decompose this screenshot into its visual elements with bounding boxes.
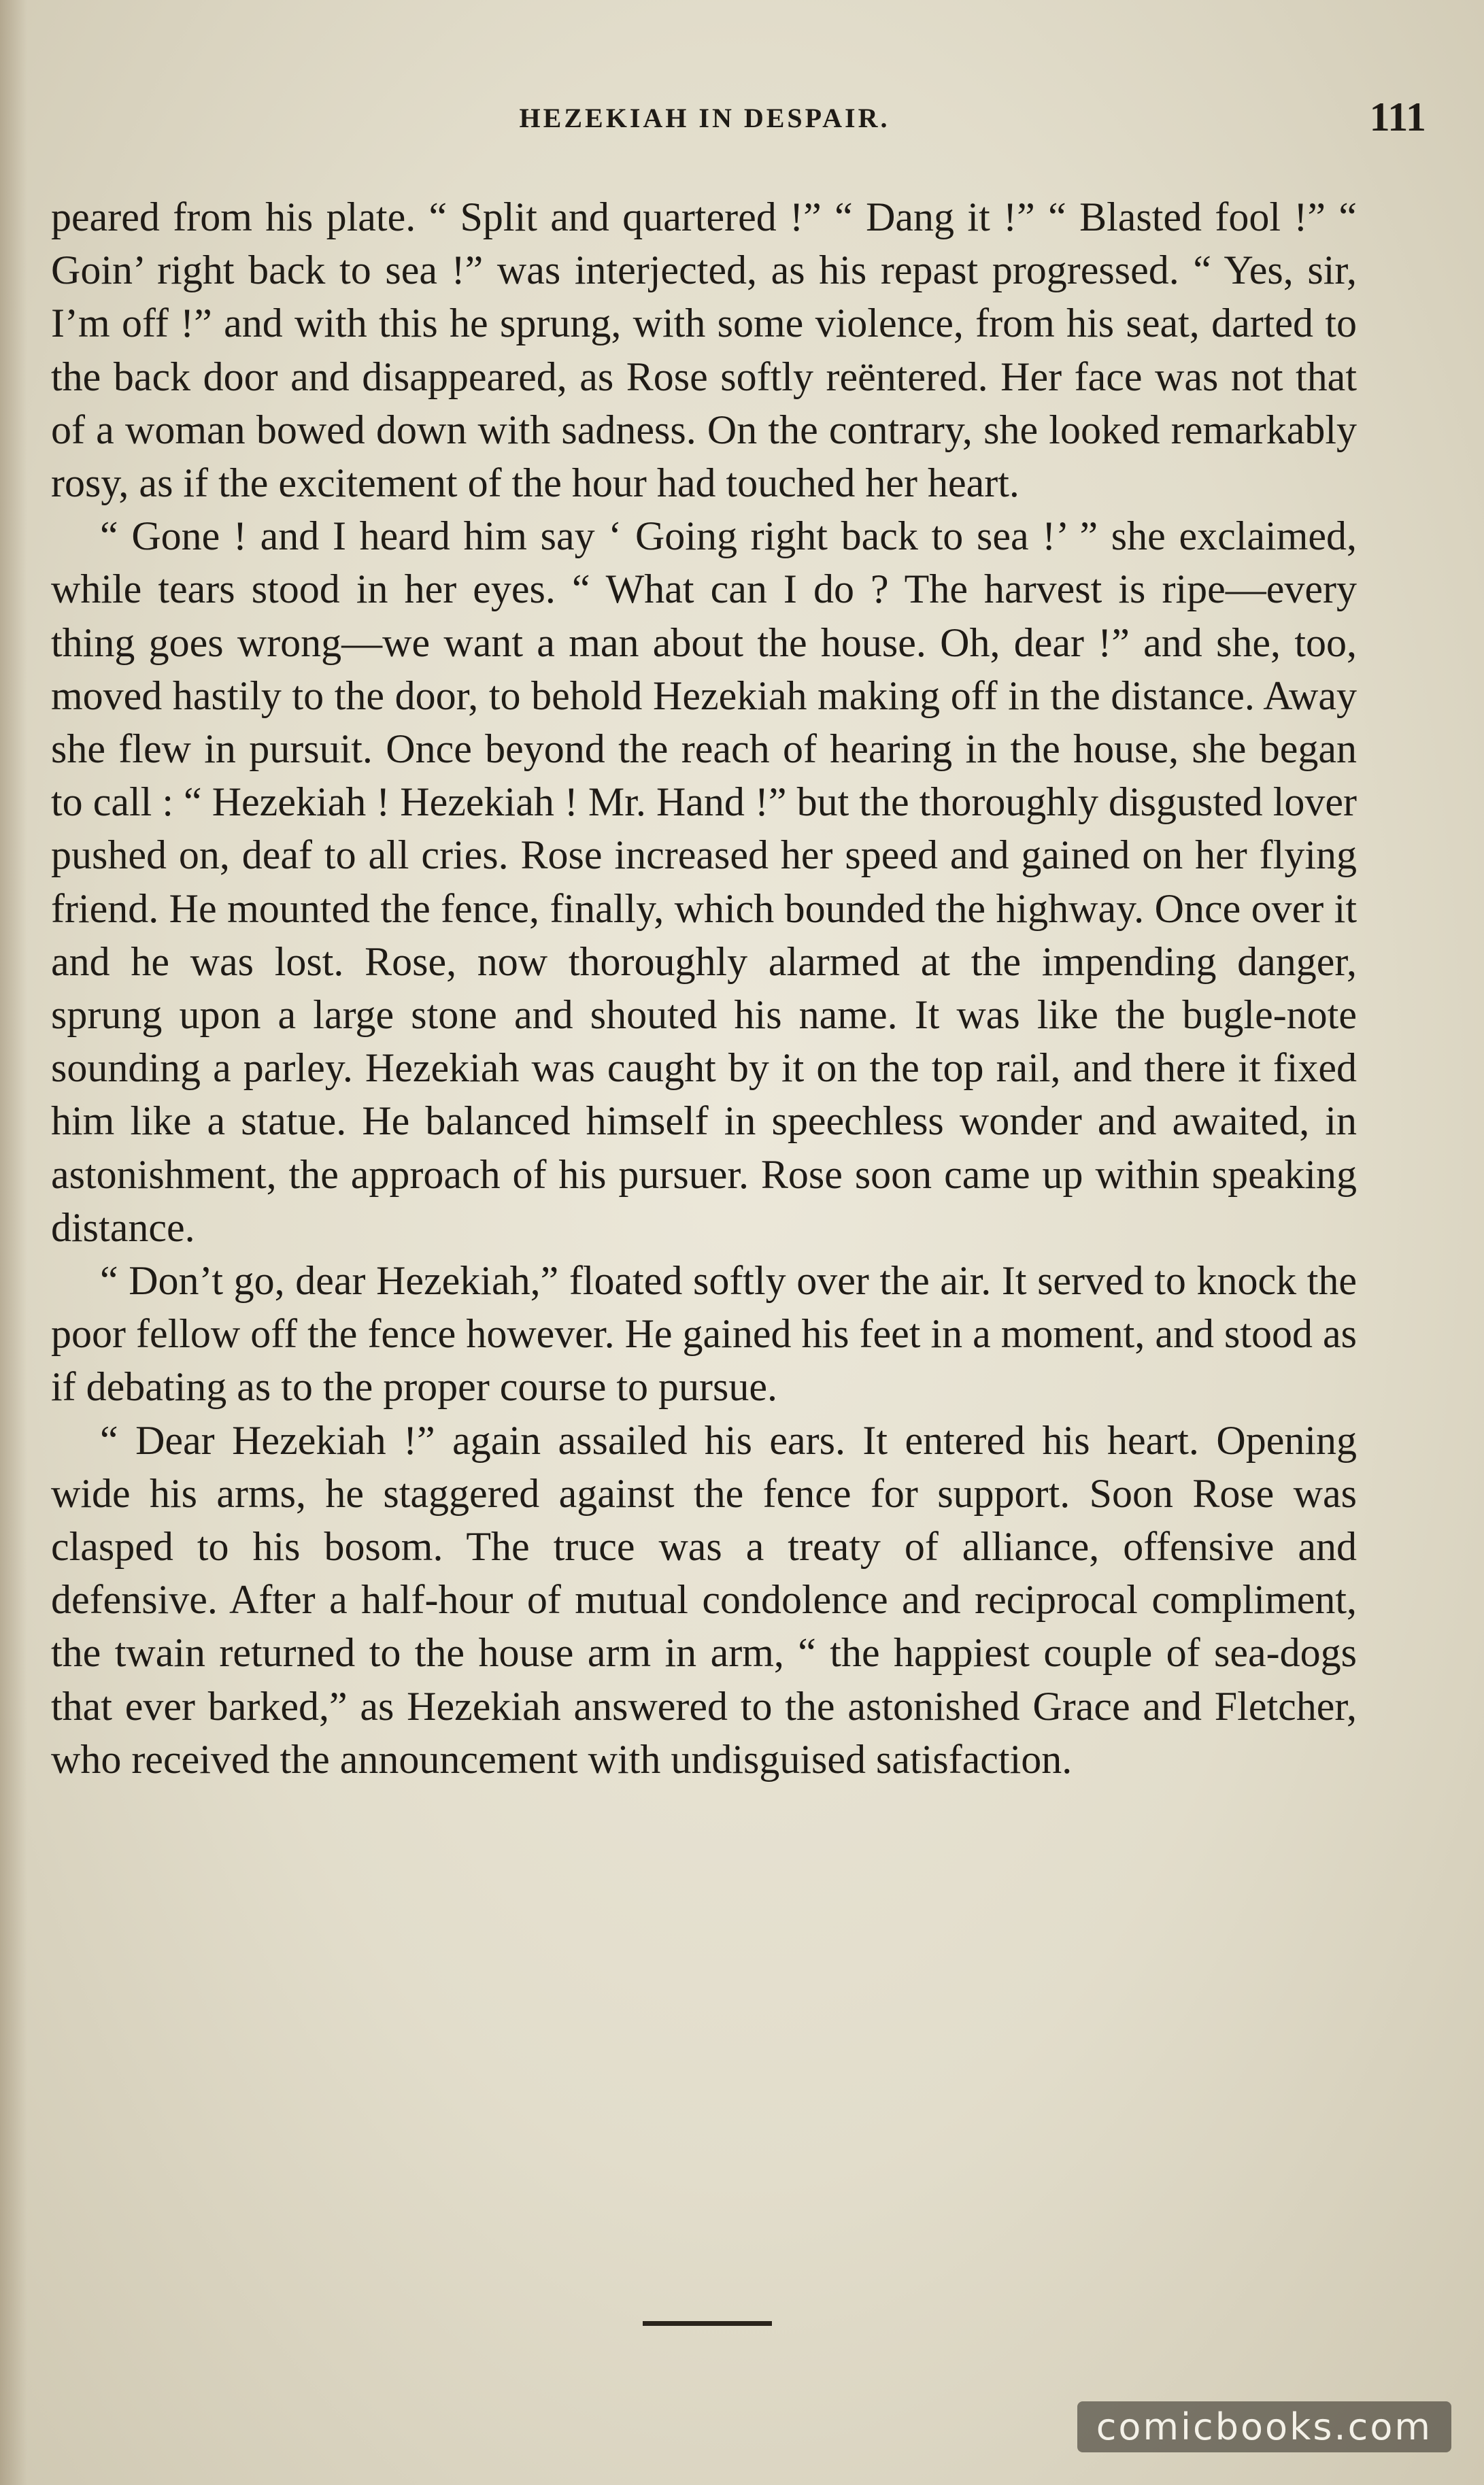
paragraph-2: “ Gone ! and I heard him say ‘ Going right back to sea !’ ” she exclaimed, while tears stood in her eyes. “ What can I do ? The harvest is ripe—every thing goes wrong—we want a man about the house. Oh, dear !” and she, too, moved hastily to the door, to behold Hezekiah making off in the distance. Away she flew in pursuit. Once beyond the reach of hearing in the house, she began to call : “ Hezekiah ! Hezekiah ! Mr. Hand !” but the thoroughly disgusted lover pushed on, deaf to all cries. Rose increased her speed and gained on her flying friend. He mounted the fence, finally, which bounded the highway. Once over it and he was lost. Rose, now thoroughly alarmed at the impending danger, sprung upon a large stone and shouted his name. It was like the bugle-note sounding a parley. Hezekiah was caught by it on the top rail, and there it fixed him like a statue. He balanced himself in speechless wonder and awaited, in astonishment, the approach of his pursuer. Rose soon came up within speaking distance.	[51, 513, 1357, 1250]
end-rule	[643, 2321, 772, 2326]
watermark: comicbooks.com	[1077, 2401, 1451, 2452]
running-head	[51, 88, 1426, 143]
page-number: 111	[1369, 95, 1426, 139]
paragraph-4: “ Dear Hezekiah !” again assailed his ears. It entered his heart. Opening wide his arms, he staggered against the fence for support. Soon Rose was clasped to his bosom. The truce was a treaty of alliance, offensive and defensive. After a half-hour of mutual condolence and reciprocal compliment, the twain returned to the house arm in arm, “ the happiest couple of sea-dogs that ever barked,” as Hezekiah answered to the astonished Grace and Fletcher, who received the announcement with undisguised satisfaction.	[51, 1417, 1357, 1782]
paragraph-3: “ Don’t go, dear Hezekiah,” floated softly over the air. It served to knock the poor fellow off the fence however. He gained his feet in a moment, and stood as if debating as to the proper course to pursue.	[51, 1258, 1357, 1410]
paragraph-1: peared from his plate. “ Split and quartered !” “ Dang it !” “ Blasted fool !” “ Goin’ right back to sea !” was interjected, as his repast progressed. “ Yes, sir, I’m off !” and with this he sprung, with some violence, from his seat, darted to the back door and disappeared, as Rose softly reëntered. Her face was not that of a woman bowed down with sadness. On the contrary, she looked remarkably rosy, as if the excitement of the hour had touched her heart.	[51, 195, 1357, 506]
running-title: HEZEKIAH IN DESPAIR.	[519, 103, 890, 133]
body-text	[51, 190, 1357, 1786]
